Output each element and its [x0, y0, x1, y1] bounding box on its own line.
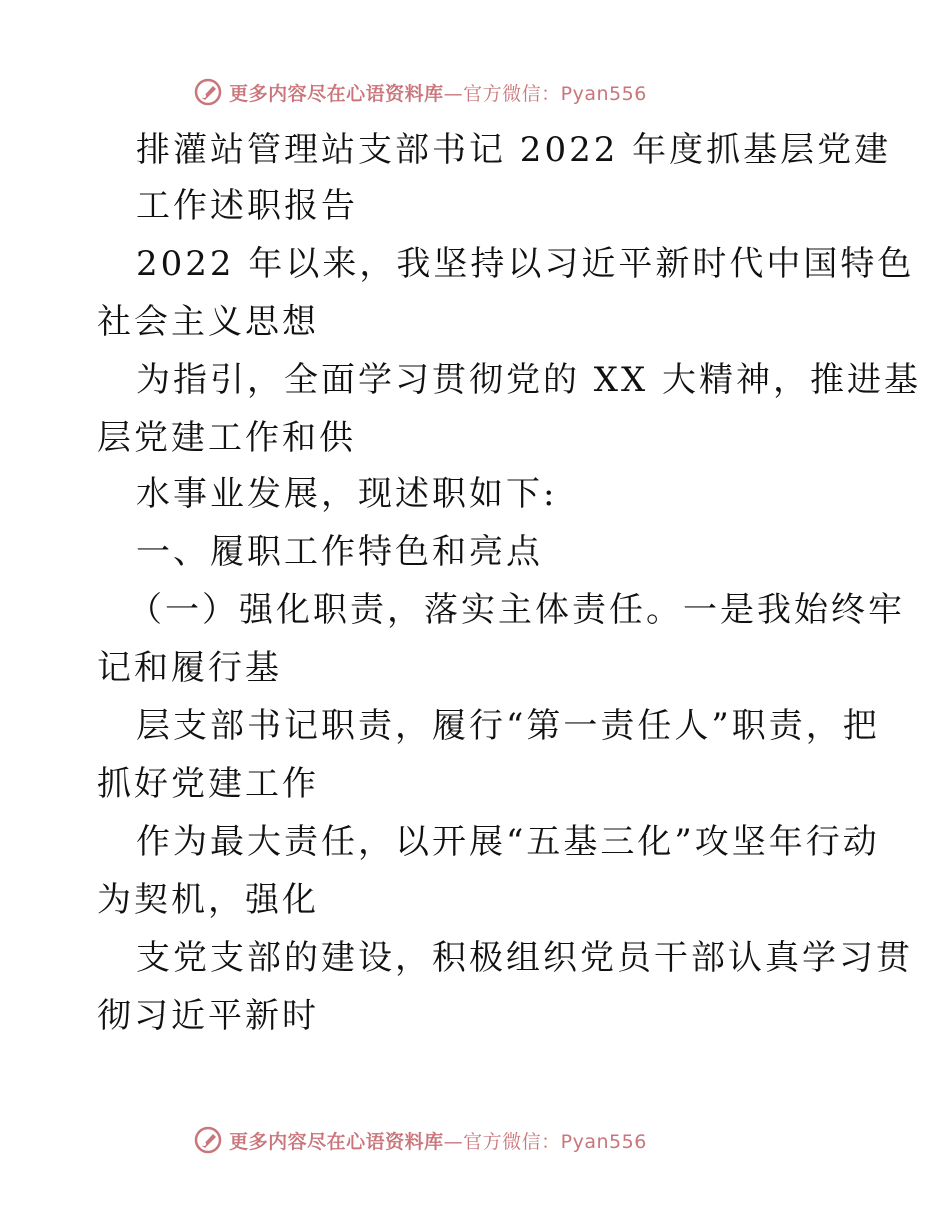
section-heading: 一、履职工作特色和亮点	[136, 532, 543, 572]
watermark-contact-text: —官方微信：Pyan556	[443, 82, 647, 105]
footer-watermark	[0, 1120, 950, 1160]
body-line: 社会主义思想	[97, 302, 319, 342]
body-line: 作为最大责任，以开展“五基三化”攻坚年行动	[136, 822, 880, 862]
header-watermark	[0, 72, 950, 112]
body-line: 记和履行基	[97, 648, 282, 688]
watermark-main-text: 更多内容尽在心语资料库	[229, 82, 444, 105]
body-line: 水事业发展，现述职如下:	[136, 474, 558, 514]
body-line: 层党建工作和供	[97, 418, 356, 458]
body-line: 支党支部的建设，积极组织党员干部认真学习贯	[136, 938, 913, 978]
document-title-line-2: 工作述职报告	[136, 186, 358, 226]
subsection-line: （一）强化职责，落实主体责任。一是我始终牢	[128, 590, 905, 630]
body-line: 层支部书记职责，履行“第一责任人”职责，把	[136, 706, 880, 746]
pen-nib-circle-icon	[193, 1125, 223, 1155]
body-line: 为契机，强化	[97, 880, 319, 920]
body-line: 2022 年以来，我坚持以习近平新时代中国特色	[136, 244, 915, 284]
document-title-line-1: 排灌站管理站支部书记 2022 年度抓基层党建	[136, 130, 892, 170]
body-line: 抓好党建工作	[97, 764, 319, 804]
body-line: 彻习近平新时	[97, 996, 319, 1036]
body-line: 为指引，全面学习贯彻党的 XX 大精神，推进基	[136, 360, 922, 400]
watermark-main-text: 更多内容尽在心语资料库	[229, 1130, 444, 1153]
watermark-contact-text: —官方微信：Pyan556	[443, 1130, 647, 1153]
pen-nib-circle-icon	[193, 77, 223, 107]
